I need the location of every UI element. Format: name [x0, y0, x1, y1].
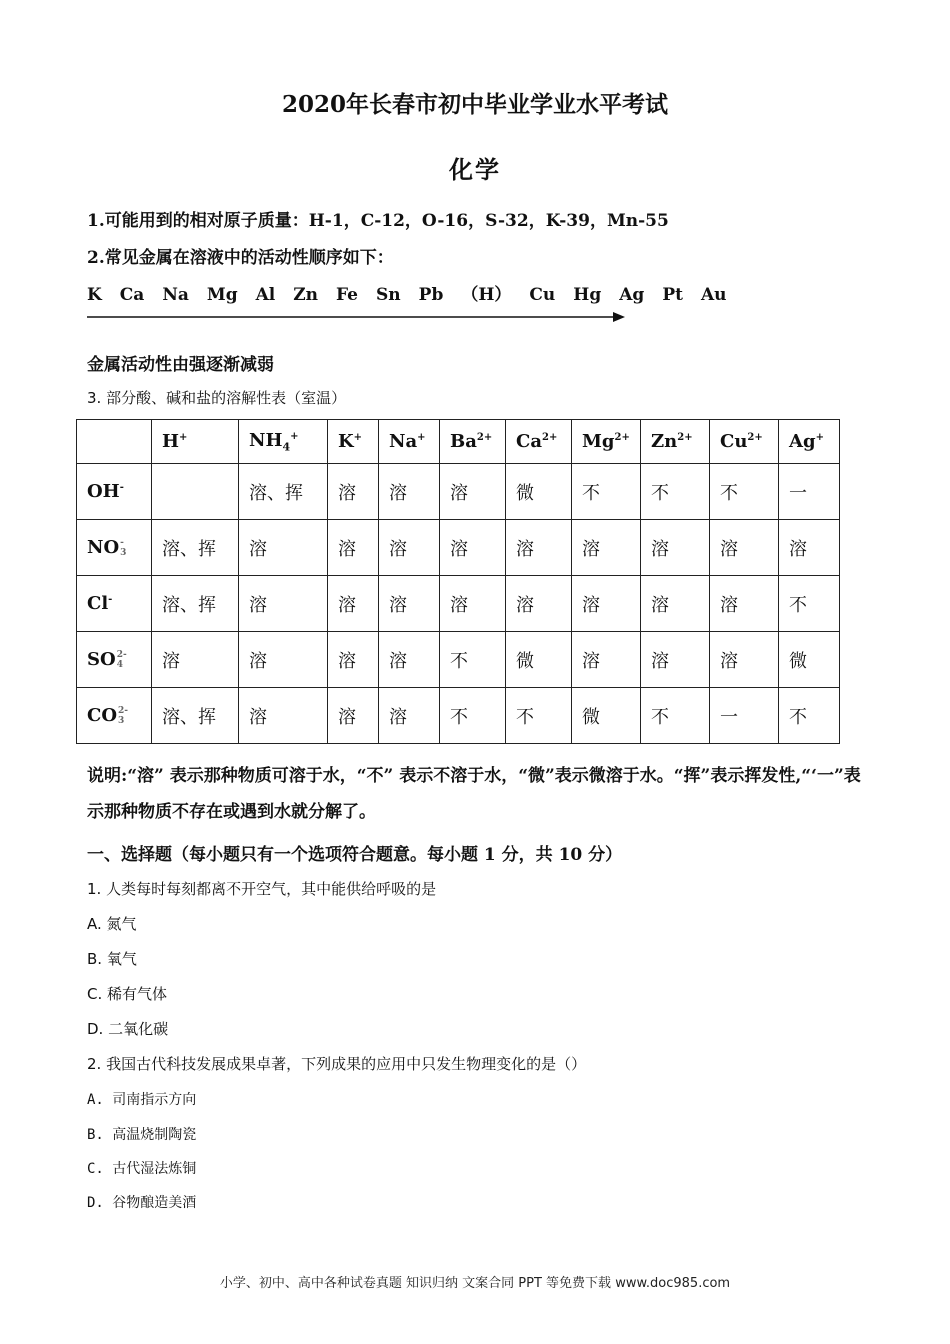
solubility-cell: 溶 [328, 520, 379, 576]
solubility-cell: 不 [641, 688, 710, 744]
solubility-cell: 溶 [152, 632, 239, 688]
solubility-cell: 溶 [641, 632, 710, 688]
anion-header [77, 464, 152, 520]
solubility-cell [152, 464, 239, 520]
solubility-cell: 溶 [328, 688, 379, 744]
atomic-mass-note: 1.可能用到的相对原子质量：H-1，C-12，O-16，S-32，K-39，Mn-55 [87, 211, 669, 231]
metal-activity-series [87, 280, 745, 305]
solubility-cell: 溶 [440, 520, 506, 576]
solubility-cell: 溶 [779, 520, 840, 576]
solubility-table-caption: 3. 部分酸、碱和盐的溶解性表（室温） [87, 389, 347, 407]
page-footer: 小学、初中、高中各种试卷真题 知识归纳 文案合同 PPT 等免费下载 www.doc985.com [219, 1276, 731, 1291]
activity-arrow [87, 309, 627, 325]
solubility-cell: 溶、挥 [152, 576, 239, 632]
anion-symbol: SO [87, 649, 116, 670]
table-row [77, 520, 840, 576]
section-heading-multiple-choice: 一、选择题（每小题只有一个选项符合题意。每小题 1 分，共 10 分） [87, 845, 623, 865]
solubility-cell: 溶 [440, 576, 506, 632]
cation-symbol: K [338, 431, 354, 452]
question-2-option-c: C. 古代湿法炼铜 [87, 1161, 197, 1177]
cation-symbol: Cu [720, 431, 748, 452]
cation-header [152, 420, 239, 464]
activity-series-heading: 2.常见金属在溶液中的活动性顺序如下： [87, 248, 394, 268]
cation-charge: 2+ [542, 432, 558, 443]
activity-trend-note: 金属活动性由强逐渐减弱 [87, 355, 274, 375]
metal-symbol: Pt [662, 285, 683, 305]
metal-symbol: Al [255, 285, 276, 305]
solubility-cell: 溶 [506, 520, 572, 576]
cation-charge: 2+ [747, 432, 763, 443]
solubility-cell: 不 [506, 688, 572, 744]
solubility-cell: 溶 [239, 576, 328, 632]
solubility-cell: 溶 [710, 632, 779, 688]
cation-charge: 2+ [476, 432, 493, 443]
metal-symbol: Au [700, 285, 727, 305]
cation-header [379, 420, 440, 464]
solubility-cell: 溶 [641, 576, 710, 632]
anion-header [77, 688, 152, 744]
cation-charge: 2+ [614, 432, 630, 443]
cation-header [572, 420, 641, 464]
metal-symbol: Ca [119, 285, 145, 305]
table-row [77, 688, 840, 744]
anion-symbol: NO [87, 537, 120, 558]
cation-charge: + [353, 432, 363, 443]
solubility-cell: 溶 [572, 520, 641, 576]
cation-header [779, 420, 840, 464]
anion-header [77, 576, 152, 632]
cation-subscript: 4 [282, 440, 291, 454]
solubility-cell: 溶 [239, 632, 328, 688]
solubility-cell: 溶 [572, 632, 641, 688]
solubility-cell: 溶 [379, 520, 440, 576]
question-2-stem: 2. 我国古代科技发展成果卓著，下列成果的应用中只发生物理变化的是（） [87, 1055, 587, 1073]
solubility-cell: 微 [506, 632, 572, 688]
solubility-cell: 溶 [379, 688, 440, 744]
table-row [77, 632, 840, 688]
solubility-cell: 不 [779, 688, 840, 744]
anion-charge-and-count: - 3 [120, 538, 127, 558]
cation-header [328, 420, 379, 464]
question-2-option-a: A. 司南指示方向 [87, 1092, 197, 1108]
cation-symbol: Ag [789, 431, 816, 452]
solubility-cell: 一 [710, 688, 779, 744]
cation-charge: + [179, 432, 188, 443]
table-row [77, 576, 840, 632]
cation-charge: + [290, 430, 299, 442]
metal-symbol: Mg [206, 285, 238, 305]
table-row [77, 464, 840, 520]
solubility-cell: 溶、挥 [239, 464, 328, 520]
cation-symbol: Ba [450, 431, 477, 452]
solubility-cell: 溶 [328, 464, 379, 520]
cation-header [440, 420, 506, 464]
solubility-cell: 不 [641, 464, 710, 520]
solubility-cell: 溶 [710, 520, 779, 576]
solubility-cell: 不 [779, 576, 840, 632]
cation-header [239, 420, 328, 464]
solubility-cell: 溶、挥 [152, 520, 239, 576]
solubility-cell: 溶 [572, 576, 641, 632]
question-1-option-d: D. 二氧化碳 [87, 1020, 169, 1038]
question-1-stem: 1. 人类每时每刻都离不开空气，其中能供给呼吸的是 [87, 880, 437, 898]
anion-symbol: OH [87, 481, 120, 502]
cation-symbol: Zn [651, 431, 678, 452]
solubility-cell: 不 [572, 464, 641, 520]
solubility-cell: 一 [779, 464, 840, 520]
solubility-cell: 微 [779, 632, 840, 688]
cation-symbol: Ca [516, 431, 542, 452]
question-1-option-c: C. 稀有气体 [87, 985, 168, 1003]
arrow-right-icon [87, 309, 627, 325]
metal-symbol: Hg [573, 285, 602, 305]
cation-charge: 2+ [677, 432, 693, 443]
anion-charge-and-count: 2- 4 [116, 650, 127, 670]
cation-symbol: Mg [582, 431, 615, 452]
question-2-option-d: D. 谷物酿造美酒 [87, 1195, 197, 1211]
anion-charge: - [119, 482, 124, 493]
anion-charge: - [108, 594, 113, 605]
cation-charge: + [815, 432, 824, 443]
solubility-cell: 溶 [239, 688, 328, 744]
solubility-cell: 溶 [379, 576, 440, 632]
cation-header [506, 420, 572, 464]
metal-symbol: K [87, 285, 102, 305]
solubility-cell: 不 [440, 632, 506, 688]
cation-symbol: H [162, 431, 180, 452]
question-2-option-b: B. 高温烧制陶瓷 [87, 1127, 197, 1143]
metal-symbol: Zn [293, 285, 319, 305]
table-legend-note: 说明:“溶” 表示那种物质可溶于水，“不” 表示不溶于水，“微”表示微溶于水。“挥”表示挥发性,“‘一”表示那种物质不存在或遇到水就分解了。 [87, 766, 861, 822]
anion-charge-and-count: 2- 3 [118, 706, 129, 726]
solubility-cell: 溶 [379, 464, 440, 520]
document-title: 2020年长春市初中毕业学业水平考试 [281, 91, 668, 118]
cation-header [710, 420, 779, 464]
solubility-cell: 溶 [506, 576, 572, 632]
solubility-cell: 溶 [710, 576, 779, 632]
anion-header [77, 632, 152, 688]
cation-symbol: NH [249, 429, 283, 451]
metal-symbol: Na [162, 285, 189, 305]
anion-symbol: Cl [87, 593, 109, 614]
solubility-cell: 溶 [641, 520, 710, 576]
cation-symbol: Na [389, 431, 418, 452]
anion-header [77, 520, 152, 576]
solubility-cell: 溶、挥 [152, 688, 239, 744]
anion-symbol: CO [87, 705, 118, 726]
document-subject: 化学 [449, 155, 501, 184]
solubility-cell: 溶 [328, 576, 379, 632]
metal-symbol: Fe [336, 285, 359, 305]
solubility-cell: 溶 [239, 520, 328, 576]
metal-symbol: Sn [376, 285, 401, 305]
solubility-cell: 不 [710, 464, 779, 520]
cation-charge: + [417, 432, 426, 443]
question-1-option-b: B. 氧气 [87, 950, 137, 968]
metal-symbol: Pb [418, 285, 444, 305]
solubility-cell: 不 [440, 688, 506, 744]
cation-header [641, 420, 710, 464]
metal-symbol: Cu [529, 285, 556, 305]
metal-symbol: Ag [619, 285, 645, 305]
question-1-option-a: A. 氮气 [87, 915, 137, 933]
solubility-cell: 溶 [328, 632, 379, 688]
solubility-cell: 微 [572, 688, 641, 744]
solubility-cell: 微 [506, 464, 572, 520]
metal-symbol: （H） [461, 285, 512, 305]
solubility-cell: 溶 [379, 632, 440, 688]
solubility-cell: 溶 [440, 464, 506, 520]
solubility-table [76, 419, 840, 744]
table-corner-cell [77, 420, 152, 464]
